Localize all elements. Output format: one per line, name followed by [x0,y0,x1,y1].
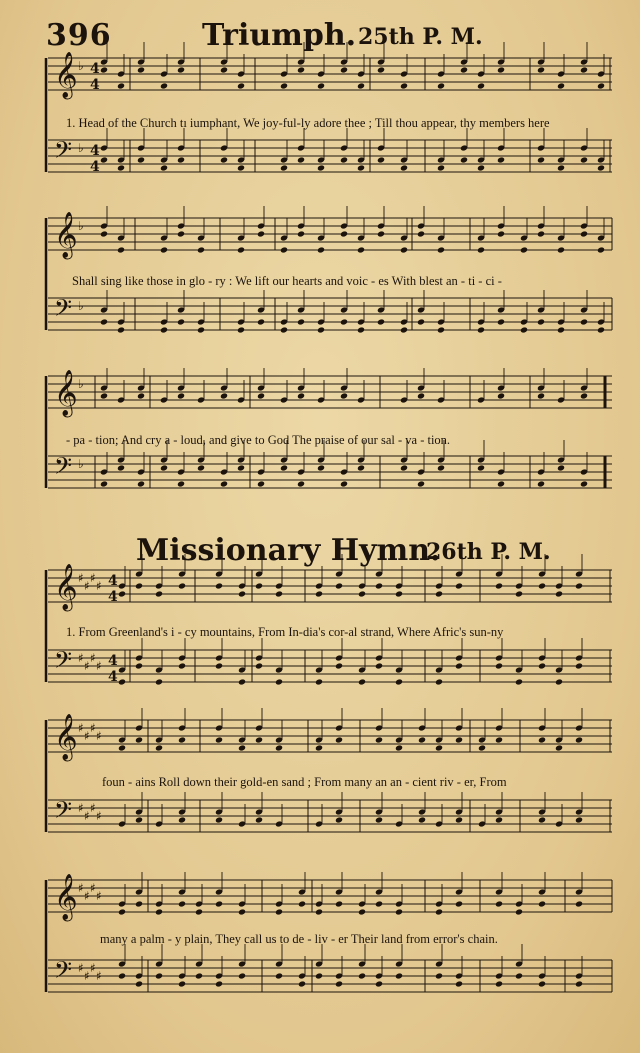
note-head [520,246,528,253]
note-head [238,972,246,979]
note-head [177,392,185,399]
note-head [135,662,143,669]
note-head [555,590,563,597]
note-head [400,164,408,171]
note-head [435,908,443,915]
note-head [117,164,125,171]
note-head [297,156,305,163]
note-head [177,66,185,73]
lyric-line-missionary-1: 1. From Greenland's i - cy mountains, From In-dia's cor-al strand, Where Afric's sun-ny [66,625,504,639]
note-head [155,908,163,915]
note-head [135,736,143,743]
note-head [197,464,205,471]
hymn-meter-triumph: 25th P. M. [358,24,483,50]
note-head [437,82,445,89]
note-head [580,480,588,487]
note-head [357,164,365,171]
note-head [575,582,583,589]
note-head [100,480,108,487]
note-head [317,326,325,333]
sharp-icon: ♯ [96,889,102,903]
sharp-icon: ♯ [90,801,96,815]
time-signature-bottom: 4 [90,159,100,175]
note-head [118,908,126,915]
note-head [215,980,223,987]
note-head [317,246,325,253]
note-head [375,662,383,669]
note-head [537,318,545,325]
note-head [298,980,306,987]
note-head [395,590,403,597]
note-head [335,980,343,987]
note-head [358,590,366,597]
note-head [220,480,228,487]
note-head [455,900,463,907]
note-head [417,480,425,487]
note-head [118,972,126,979]
note-head [298,900,306,907]
note-head [340,230,348,237]
time-signature-top: 4 [108,653,118,669]
note-head [557,246,565,253]
note-head [515,908,523,915]
note-head [237,464,245,471]
lyric-line-triumph-3: - pa - tion; And cry a - loud, and give to God The praise of our sal - va - tion. [66,433,451,447]
note-head [400,464,408,471]
note-head [400,246,408,253]
note-head [375,980,383,987]
sharp-icon: ♯ [90,721,96,735]
note-head [315,972,323,979]
note-head [160,164,168,171]
bass-clef-icon: 𝄢 [54,452,73,485]
note-head [220,66,228,73]
note-head [335,662,343,669]
sharp-icon: ♯ [84,889,90,903]
treble-clef-icon: 𝄞 [54,874,78,920]
flat-icon: ♭ [78,59,84,73]
lyric-line-triumph-2: Shall sing like those in glo - ry : We lift our hearts and voic - es With blest an - ti - ci - [72,274,502,288]
sharp-icon: ♯ [96,579,102,593]
time-signature-bottom: 4 [90,77,100,93]
note-head [297,318,305,325]
note-head [160,82,168,89]
note-head [555,678,563,685]
note-head [375,582,383,589]
note-head [275,908,283,915]
note-head [375,816,383,823]
note-head [357,246,365,253]
note-head [537,66,545,73]
note-head [137,392,145,399]
note-head [297,392,305,399]
note-head [297,480,305,487]
note-head [340,66,348,73]
note-head [255,662,263,669]
note-head [315,590,323,597]
note-head [477,326,485,333]
note-head [515,590,523,597]
note-head [118,744,126,751]
note-head [515,972,523,979]
note-head [177,480,185,487]
note-head [280,326,288,333]
note-head [358,678,366,685]
note-head [177,230,185,237]
note-head [155,678,163,685]
note-head [340,480,348,487]
note-head [537,230,545,237]
note-head [495,980,503,987]
note-head [455,980,463,987]
note-head [117,82,125,89]
note-head [537,392,545,399]
note-head [418,736,426,743]
sharp-icon: ♯ [90,571,96,585]
note-head [155,972,163,979]
note-head [375,736,383,743]
note-head [455,662,463,669]
note-head [315,678,323,685]
note-head [117,246,125,253]
note-head [358,972,366,979]
bass-clef-icon: 𝄢 [54,796,73,829]
note-head [478,744,486,751]
note-head [520,326,528,333]
note-head [100,66,108,73]
note-head [178,816,186,823]
note-head [220,156,228,163]
note-head [597,164,605,171]
time-signature-top: 4 [90,61,100,77]
note-head [280,82,288,89]
note-head [137,156,145,163]
note-head [538,816,546,823]
time-signature-bottom: 4 [108,589,118,605]
note-head [358,908,366,915]
note-head [477,464,485,471]
note-head [400,326,408,333]
note-head [100,392,108,399]
note-head [255,816,263,823]
note-head [257,318,265,325]
flat-icon: ♭ [78,141,84,155]
note-head [575,736,583,743]
note-head [317,464,325,471]
note-head [237,82,245,89]
note-head [597,246,605,253]
note-head [178,582,186,589]
note-head [335,900,343,907]
note-head [557,326,565,333]
note-head [435,590,443,597]
note-head [515,678,523,685]
note-head [237,246,245,253]
note-head [377,66,385,73]
note-head [335,582,343,589]
note-head [195,908,203,915]
note-head [178,900,186,907]
note-head [215,816,223,823]
sharp-icon: ♯ [90,961,96,975]
note-head [137,66,145,73]
note-head [538,582,546,589]
note-head [460,156,468,163]
treble-clef-icon: 𝄞 [54,212,78,258]
sharp-icon: ♯ [96,729,102,743]
note-head [238,678,246,685]
sharp-icon: ♯ [96,969,102,983]
note-head [335,736,343,743]
note-head [395,678,403,685]
note-head [117,326,125,333]
note-head [497,230,505,237]
note-head [215,736,223,743]
note-head [557,464,565,471]
sharp-icon: ♯ [96,809,102,823]
lyric-line-missionary-3: many a palm - y plain, They call us to de - liv - er Their land from error's chain. [100,932,498,946]
note-head [275,590,283,597]
note-head [400,82,408,89]
note-head [340,156,348,163]
note-head [495,582,503,589]
note-head [160,464,168,471]
sharp-icon: ♯ [84,729,90,743]
sharp-icon: ♯ [84,969,90,983]
note-head [538,980,546,987]
sharp-icon: ♯ [84,809,90,823]
note-head [160,246,168,253]
bass-clef-icon: 𝄢 [54,136,73,169]
note-head [395,972,403,979]
note-head [418,816,426,823]
note-head [135,900,143,907]
note-head [275,972,283,979]
note-head [238,908,246,915]
note-head [340,392,348,399]
note-head [100,230,108,237]
note-head [575,980,583,987]
note-head [118,678,126,685]
note-head [315,908,323,915]
bass-clef-icon: 𝄢 [54,956,73,989]
treble-clef-icon: 𝄞 [54,714,78,760]
note-head [597,82,605,89]
note-head [497,392,505,399]
sharp-icon: ♯ [78,961,84,975]
note-head [538,662,546,669]
note-head [275,678,283,685]
note-head [375,900,383,907]
lyric-line-triumph-1: 1. Head of the Church tı iumphant, We joy-ful-ly adore thee ; Till thou appear, thy members here [66,116,550,130]
sharp-icon: ♯ [78,721,84,735]
note-head [197,246,205,253]
sharp-icon: ♯ [90,651,96,665]
time-signature-bottom: 4 [108,669,118,685]
note-head [455,582,463,589]
note-head [417,318,425,325]
flat-icon: ♭ [78,377,84,391]
note-head [497,156,505,163]
note-head [255,582,263,589]
note-head [477,164,485,171]
note-head [437,326,445,333]
note-head [237,326,245,333]
note-head [377,156,385,163]
note-head [335,816,343,823]
note-head [315,744,323,751]
flat-icon: ♭ [78,457,84,471]
page-number: 396 [46,18,112,53]
note-head [580,156,588,163]
note-head [160,326,168,333]
note-head [497,480,505,487]
note-head [195,972,203,979]
time-signature-top: 4 [90,143,100,159]
note-head [435,678,443,685]
note-head [557,82,565,89]
note-head [317,82,325,89]
note-head [357,82,365,89]
note-head [280,246,288,253]
lyric-line-missionary-2: foun - ains Roll down their gold-en sand ; From many an an - cient riv - er, From [102,775,507,789]
note-head [117,464,125,471]
note-head [495,900,503,907]
note-head [118,590,126,597]
note-head [155,590,163,597]
note-head [215,582,223,589]
note-head [557,164,565,171]
note-head [455,736,463,743]
note-head [537,480,545,487]
note-head [257,480,265,487]
note-head [575,662,583,669]
bass-clef-icon: 𝄢 [54,646,73,679]
note-head [317,164,325,171]
note-head [495,662,503,669]
note-head [580,318,588,325]
note-head [238,744,246,751]
hymn-title-missionary: Missionary Hymn. [136,533,441,568]
sharp-icon: ♯ [78,651,84,665]
note-head [135,582,143,589]
note-head [597,326,605,333]
note-head [580,230,588,237]
note-head [155,744,163,751]
note-head [575,900,583,907]
bass-clef-icon: 𝄢 [54,294,73,327]
note-head [495,816,503,823]
note-head [460,66,468,73]
note-head [215,900,223,907]
note-head [100,156,108,163]
treble-clef-icon: 𝄞 [54,52,78,98]
sharp-icon: ♯ [96,659,102,673]
note-head [555,744,563,751]
note-head [477,82,485,89]
note-head [377,230,385,237]
note-head [297,66,305,73]
note-head [395,908,403,915]
note-head [437,464,445,471]
note-head [538,900,546,907]
hymn-meter-missionary: 26th P. M. [426,539,551,565]
note-head [477,246,485,253]
note-head [257,392,265,399]
note-head [280,464,288,471]
note-head [575,816,583,823]
treble-clef-icon: 𝄞 [54,564,78,610]
note-head [100,318,108,325]
sharp-icon: ♯ [84,579,90,593]
note-head [177,318,185,325]
note-head [357,464,365,471]
note-head [437,246,445,253]
note-head [255,736,263,743]
note-head [280,164,288,171]
note-head [538,736,546,743]
note-head [178,980,186,987]
note-head [177,156,185,163]
note-head [135,816,143,823]
note-head [417,230,425,237]
note-head [357,326,365,333]
note-head [178,662,186,669]
note-head [395,744,403,751]
note-head [455,816,463,823]
note-head [215,662,223,669]
flat-icon: ♭ [78,219,84,233]
hymn-title-triumph: Triumph. [202,18,357,53]
note-head [135,980,143,987]
note-head [497,318,505,325]
note-head [437,164,445,171]
time-signature-top: 4 [108,573,118,589]
flat-icon: ♭ [78,299,84,313]
note-head [220,392,228,399]
treble-clef-icon: 𝄞 [54,370,78,416]
note-head [297,230,305,237]
note-head [178,736,186,743]
note-head [495,736,503,743]
note-head [497,66,505,73]
sharp-icon: ♯ [90,881,96,895]
note-head [580,392,588,399]
note-head [238,590,246,597]
note-head [275,744,283,751]
sharp-icon: ♯ [84,659,90,673]
sharp-icon: ♯ [78,881,84,895]
sharp-icon: ♯ [78,571,84,585]
note-head [537,156,545,163]
note-head [340,318,348,325]
note-head [580,66,588,73]
note-head [137,480,145,487]
note-head [257,230,265,237]
note-head [435,972,443,979]
sharp-icon: ♯ [78,801,84,815]
note-head [435,744,443,751]
note-head [377,318,385,325]
note-head [237,164,245,171]
note-head [197,326,205,333]
note-head [417,392,425,399]
